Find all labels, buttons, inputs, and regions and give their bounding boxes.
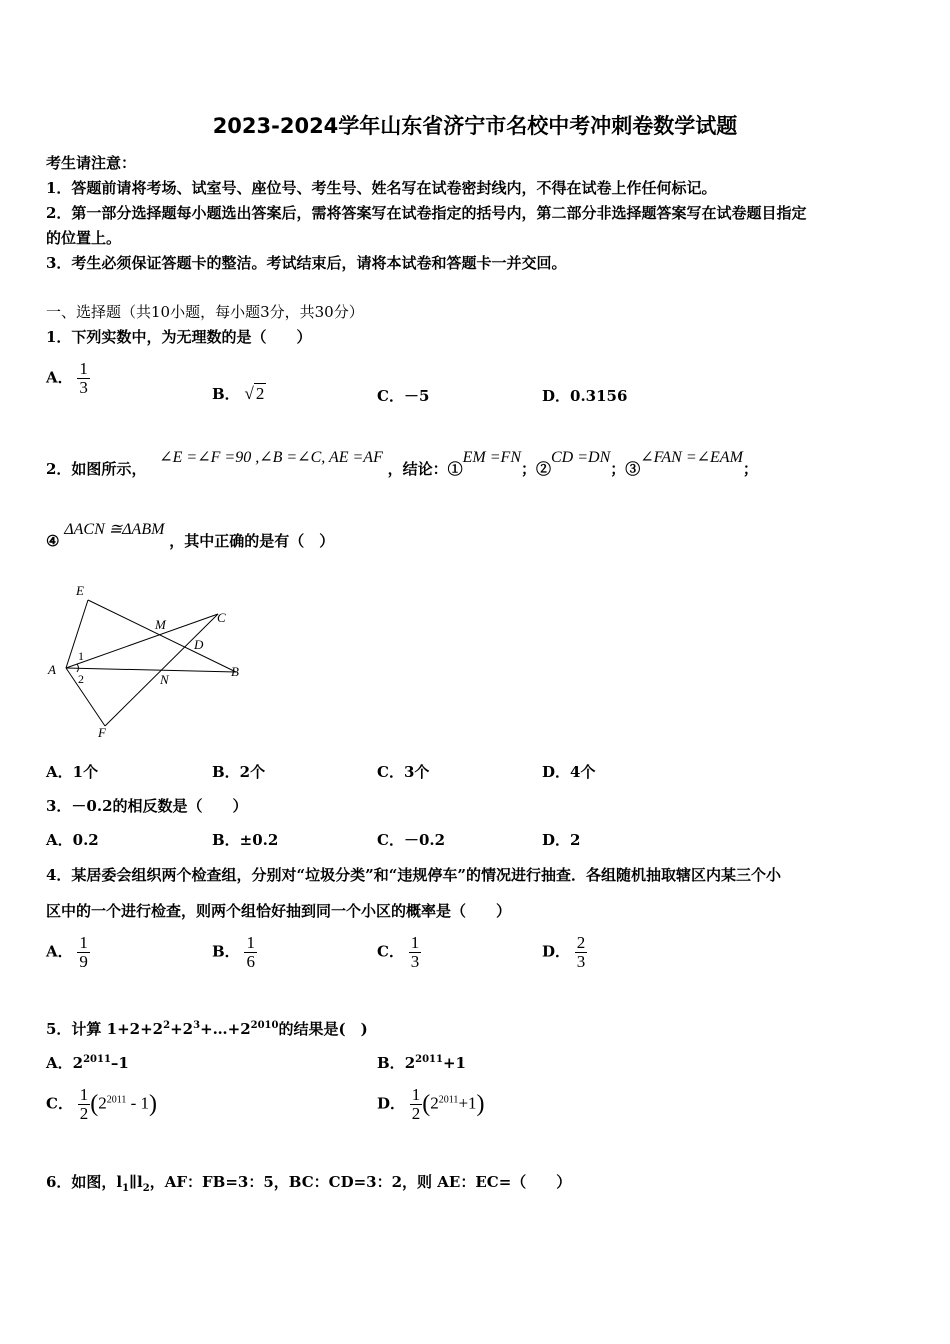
q1-option-a — [46, 360, 90, 397]
question-3-stem: 3．－0.2的相反数是（ ） — [46, 797, 248, 815]
denominator: 9 — [79, 951, 88, 971]
page-title: 2023-2024学年山东省济宁市名校中考冲刺卷数学试题 — [212, 114, 738, 138]
radicand: 2 — [255, 384, 265, 403]
option-label: A． — [46, 368, 73, 387]
q2-conclusion-4: ΔACN ≅ΔABM — [64, 521, 165, 538]
label-C: C — [217, 610, 226, 625]
fraction — [409, 934, 422, 971]
subscript: 1 — [122, 1183, 130, 1194]
numerator: 1 — [79, 359, 88, 378]
question-2-line2 — [46, 518, 335, 550]
label-N: N — [160, 672, 169, 687]
exponent: 2011 — [415, 1054, 443, 1065]
angle-label-1: 1 — [78, 649, 84, 663]
numerator: 2 — [576, 933, 586, 952]
q5-term: +2 — [170, 1020, 194, 1038]
exponent: 2011 — [106, 1094, 127, 1106]
numerator: 1 — [410, 933, 420, 952]
option-label: B． — [377, 1054, 405, 1072]
fraction — [77, 360, 90, 397]
q4-option-a — [46, 934, 90, 971]
tail: +1 — [442, 1054, 466, 1072]
q2-geometry-figure — [40, 576, 260, 741]
numerator: 1 — [79, 1085, 89, 1104]
q5-option-d — [377, 1086, 485, 1123]
q3-option-b: B．±0.2 — [212, 831, 279, 849]
q2-option-b: B．2个 — [212, 763, 266, 781]
paren-close: ) — [149, 1090, 158, 1117]
fraction — [575, 934, 588, 971]
q2-separator: ；② — [520, 460, 551, 478]
square-root: √ 2 — [244, 384, 265, 403]
question-5-stem — [46, 1018, 368, 1039]
q2-option-c: C．3个 — [377, 763, 430, 781]
q2-conclusion-1: EM =FN — [462, 449, 521, 466]
denominator: 3 — [576, 951, 586, 971]
question-4-line1: 4．某居委会组织两个检查组，分别对“垃圾分类”和“违规停车”的情况进行抽查．各组随机抽取辖区内某三个小 — [46, 866, 781, 884]
q2-conclusion-2: CD =DN — [551, 449, 611, 466]
base: 2 — [430, 1093, 439, 1113]
notice-item: 3．考生必须保证答题卡的整洁。考试结束后，请将本试卷和答题卡一并交回。 — [46, 254, 567, 272]
numerator: 1 — [79, 933, 88, 952]
q4-option-c — [377, 934, 421, 971]
q2-conclusion-label: ，结论：① — [387, 460, 463, 478]
q2-condition: ∠E =∠F =90 ,∠B =∠C, AE =AF — [159, 449, 383, 466]
exponent: 2011 — [83, 1054, 111, 1065]
base: 2 — [98, 1093, 107, 1113]
q2-separator: ； — [742, 460, 758, 478]
option-label: D． — [377, 1094, 406, 1113]
notice-item: 2．第一部分选择题每小题选出答案后，需将答案写在试卷指定的括号内，第二部分非选择题答案写在试卷题目指定 — [46, 204, 807, 222]
notice-item: 1．答题前请将考场、试室号、座位号、考生号、姓名写在试卷密封线内，不得在试卷上作任何标记。 — [46, 179, 717, 197]
question-1-stem: 1．下列实数中，为无理数的是（ ） — [46, 328, 312, 346]
q4-option-b — [212, 934, 257, 971]
question-2-stem — [46, 446, 906, 478]
label-B: B — [231, 664, 239, 679]
denominator: 3 — [410, 951, 420, 971]
exponent: 2011 — [438, 1094, 459, 1106]
q5-option-a — [46, 1052, 129, 1073]
label-F: F — [98, 725, 106, 740]
numerator: 1 — [246, 933, 255, 952]
subscript: 2 — [142, 1183, 150, 1194]
q2-option-a: A．1个 — [46, 763, 99, 781]
denominator: 3 — [79, 377, 88, 397]
fraction — [244, 934, 257, 971]
q6-prefix: 6．如图，l — [46, 1173, 123, 1191]
label-M: M — [155, 617, 166, 632]
question-4-line2: 区中的一个进行检查，则两个组恰好抽到同一个小区的概率是（ ） — [46, 902, 512, 920]
numerator: 1 — [411, 1085, 421, 1104]
angle-label-2: 2 — [78, 672, 84, 686]
option-label: C． — [377, 942, 404, 961]
q2-question: ，其中正确的是有（ ） — [169, 532, 335, 550]
q5-stem-prefix: 5．计算 1+2+2 — [46, 1020, 164, 1038]
label-E: E — [76, 583, 84, 598]
base: 2 — [404, 1054, 416, 1072]
q5-term: +…+2 — [200, 1020, 251, 1038]
base: 2 — [72, 1054, 84, 1072]
q3-option-c: C．－0.2 — [377, 831, 446, 849]
q6-rest: ，AF：FB=3：5，BC：CD=3：2，则 AE：EC=（ ） — [149, 1173, 572, 1191]
exponent: 2 — [163, 1020, 171, 1031]
q1-option-d: D．0.3156 — [542, 387, 628, 405]
option-label: A． — [46, 1054, 73, 1072]
q3-option-d: D．2 — [542, 831, 581, 849]
q2-conclusion-3: ∠FAN =∠EAM — [640, 449, 743, 466]
q4-option-d — [542, 934, 587, 971]
option-label: C． — [46, 1094, 73, 1113]
tail: –1 — [110, 1054, 129, 1072]
q1-option-c: C．－5 — [377, 387, 430, 405]
q3-option-a: A．0.2 — [46, 831, 99, 849]
q2-option-d: D．4个 — [542, 763, 596, 781]
label-D: D — [194, 637, 204, 652]
denominator: 2 — [411, 1103, 421, 1123]
notice-heading: 考生请注意： — [46, 154, 137, 172]
exponent: 3 — [193, 1020, 201, 1031]
q2-separator: ；③ — [610, 460, 641, 478]
option-label: B． — [212, 942, 240, 961]
q5-option-c — [46, 1086, 157, 1123]
fraction — [77, 934, 90, 971]
q6-parallel: ∥l — [129, 1173, 143, 1191]
q5-option-b — [377, 1052, 466, 1073]
paren-open: ( — [422, 1090, 431, 1117]
paren-open: ( — [90, 1090, 99, 1117]
option-label: A． — [46, 942, 73, 961]
notice-item: 的位置上。 — [46, 229, 122, 247]
tail: - 1 — [126, 1093, 150, 1113]
option-label: D． — [542, 942, 571, 961]
question-6-stem — [46, 1171, 571, 1194]
fraction — [78, 1086, 91, 1123]
tail: +1 — [458, 1093, 477, 1113]
q5-stem-suffix: 的结果是( ) — [278, 1020, 368, 1038]
label-A: A — [48, 662, 56, 677]
q2-prefix: 2．如图所示， — [46, 460, 147, 478]
fraction — [410, 1086, 423, 1123]
denominator: 6 — [246, 951, 255, 971]
q1-option-b — [212, 383, 266, 404]
section-heading: 一、选择题（共10小题，每小题3分，共30分） — [46, 303, 364, 321]
exponent: 2010 — [250, 1020, 279, 1031]
option-label: B． — [212, 385, 240, 403]
paren-close: ) — [476, 1090, 485, 1117]
denominator: 2 — [79, 1103, 89, 1123]
q2-circle-4: ④ — [46, 532, 60, 550]
